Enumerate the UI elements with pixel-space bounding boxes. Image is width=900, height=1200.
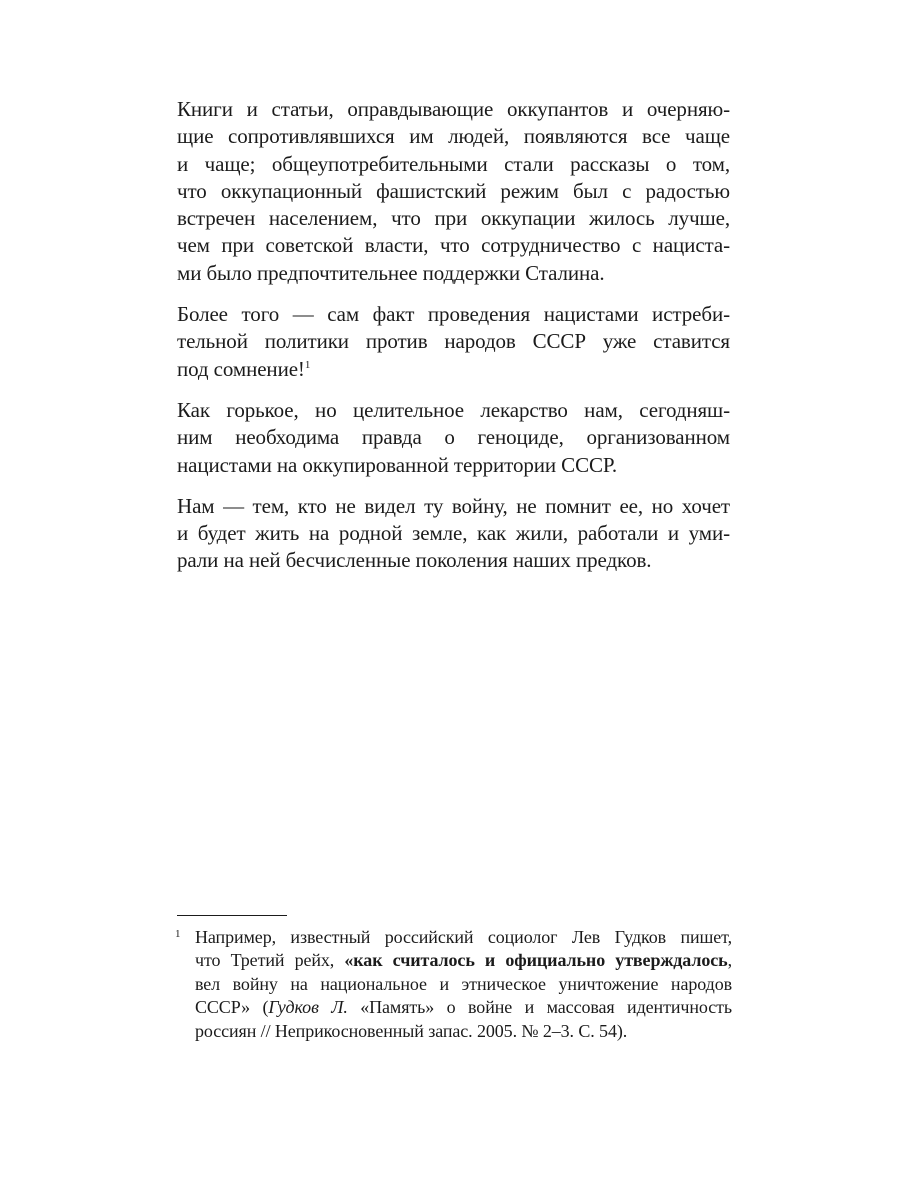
text-fragment: «Память» о войне и массовая идентичность	[347, 997, 732, 1018]
text-line: Книги и статьи, оправдывающие оккупантов и очерняю-	[177, 97, 730, 121]
footnote-divider	[177, 915, 287, 916]
text-fragment: что Третий рейх,	[195, 950, 345, 971]
author-name: Гудков Л.	[268, 997, 348, 1018]
text-line: и будет жить на родной земле, как жили, работали и уми-	[177, 521, 730, 546]
footnote-line: Например, известный российский социолог Лев Гудков пишет,	[195, 927, 732, 947]
text-fragment: под сомнение!	[177, 356, 305, 381]
text-line: и чаще; общеупотребительными стали рассказы о том,	[177, 151, 730, 176]
paragraph-1	[177, 96, 730, 287]
text-fragment: ,	[727, 950, 732, 971]
text-line: Нам — тем, кто не видел ту войну, не помнит ее, но хочет	[177, 493, 730, 518]
paragraph-3	[177, 397, 730, 479]
footnotes	[175, 926, 732, 1043]
text-line: Как горькое, но целительное лекарство нам, сегодняш-	[177, 397, 730, 422]
text-line: ми было предпочтительнее поддержки Сталина.	[177, 260, 605, 285]
text-line: тельной политики против народов СССР уже ставится	[177, 329, 730, 354]
text-line: рали на ней бесчисленные поколения наших предков.	[177, 548, 652, 573]
footnote-line: россиян // Неприкосновенный запас. 2005. № 2–3. С. 54).	[195, 1020, 628, 1041]
paragraph-4	[177, 493, 730, 575]
bold-quote: «как считалось и официально утверждалось	[344, 950, 728, 971]
text-line: что оккупационный фашистский режим был с радостью	[177, 178, 730, 203]
text-line: щие сопротивлявшихся им людей, появляются все чаще	[177, 124, 730, 149]
text-fragment: СССР» (	[195, 997, 269, 1018]
footnote-number: 1	[175, 928, 181, 940]
footnote-1	[175, 926, 732, 1043]
footnote-reference[interactable]: 1	[304, 358, 311, 371]
text-line: ним необходима правда о геноциде, организованном	[177, 425, 730, 450]
footnote-line: вел войну на национальное и этническое уничтожение народов	[195, 973, 732, 994]
footnote-line	[195, 949, 732, 972]
text-line	[177, 356, 730, 383]
footnote-line	[195, 996, 732, 1019]
main-text	[177, 96, 730, 589]
paragraph-2	[177, 301, 730, 383]
text-line: Более того — сам факт проведения нацистами истреби-	[177, 302, 730, 327]
text-line: нацистами на оккупированной территории СССР.	[177, 452, 617, 477]
text-line: встречен населением, что при оккупации жилось лучше,	[177, 206, 730, 231]
text-line: чем при советской власти, что сотрудничество с нациста-	[177, 233, 730, 258]
